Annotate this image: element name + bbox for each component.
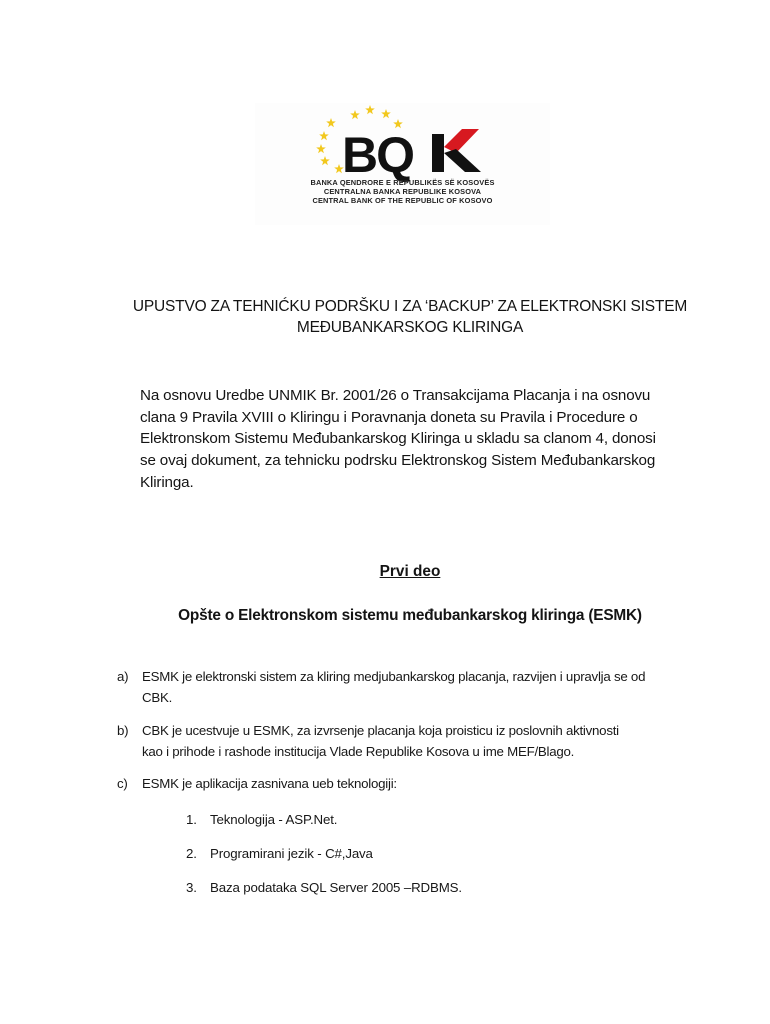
bqk-emblem-icon xyxy=(255,103,550,183)
sub-list-number: 2. xyxy=(186,846,197,861)
title-line-1: UPUSTVO ZA TEHNIĆKU PODRŠKU I ZA ‘BACKUP’ ZA ELEKTRONSKI SISTEM xyxy=(132,298,688,315)
section-heading: Prvi deo xyxy=(379,563,441,580)
document-title xyxy=(100,296,720,338)
intro-line: Elektronskom Sistemu Međubankarskog Kliringa u skladu sa clanom 4, donosi xyxy=(140,430,656,448)
logo-line-serbian: CENTRALNA BANKA REPUBLIKE KOSOVA xyxy=(323,187,482,196)
list-item-c xyxy=(117,774,397,795)
list-item-line: CBK je ucestvuje u ESMK, za izvrsenje placanja koja proisticu iz poslovnih aktivnosti xyxy=(142,723,619,738)
list-marker: c) xyxy=(117,776,128,791)
svg-text:BQ: BQ xyxy=(342,127,413,183)
list-item-b xyxy=(117,721,619,762)
sub-list-item-2 xyxy=(186,844,373,864)
list-item-line: kao i prihode i rashode institucija Vlade Republike Kosova u ime MEF/Blago. xyxy=(142,743,575,759)
bqk-logo xyxy=(255,103,550,225)
logo-line-english: CENTRAL BANK OF THE REPUBLIC OF KOSOVO xyxy=(312,196,493,205)
sub-list-item-3 xyxy=(186,878,462,898)
intro-line: Kliringa. xyxy=(140,473,194,491)
sub-list-item-1 xyxy=(186,810,337,830)
logo-text xyxy=(255,178,550,205)
sub-list-number: 1. xyxy=(186,812,197,827)
intro-line: clana 9 Pravila XVIII o Kliringu i Poravnanja doneta su Pravila i Procedure o xyxy=(140,408,638,426)
list-item-line: ESMK je elektronski sistem za kliring medjubankarskog placanja, razvijen i upravlja se od xyxy=(142,669,646,684)
sub-list-number: 3. xyxy=(186,880,197,895)
section-subheading: Opšte o Elektronskom sistemu međubankarskog kliringa (ESMK) xyxy=(178,607,642,624)
sub-list-text: Teknologija - ASP.Net. xyxy=(210,812,338,827)
list-marker: a) xyxy=(117,669,129,684)
title-line-2: MEĐUBANKARSKOG KLIRINGA xyxy=(296,319,524,336)
intro-line: se ovaj dokument, za tehnicku podrsku Elektronskog Sistem Međubankarskog xyxy=(140,452,656,470)
list-item-a xyxy=(117,667,645,708)
intro-line: Na osnovu Uredbe UNMIK Br. 2001/26 o Transakcijama Placanja i na osnovu xyxy=(140,387,651,404)
intro-paragraph xyxy=(140,385,710,494)
logo-line-albanian: BANKA QENDRORE E REPUBLIKËS SË KOSOVËS xyxy=(310,178,495,187)
list-marker: b) xyxy=(117,723,129,738)
list-item-line: CBK. xyxy=(142,689,173,705)
list-item-line: ESMK je aplikacija zasnivana ueb teknologiji: xyxy=(142,776,397,791)
sub-list-text: Programirani jezik - C#,Java xyxy=(210,846,373,861)
sub-list-text: Baza podataka SQL Server 2005 –RDBMS. xyxy=(210,880,462,895)
